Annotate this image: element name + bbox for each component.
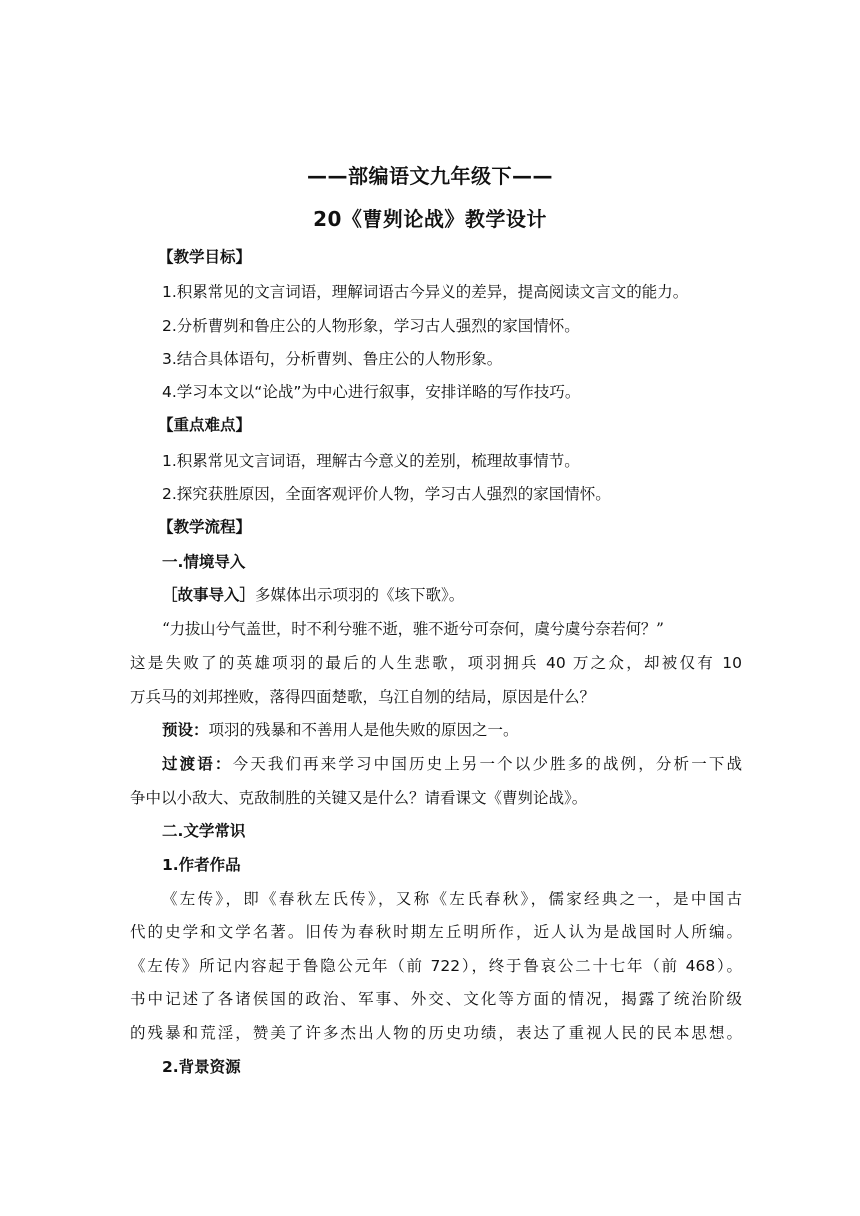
goal-item-3: 3.结合具体语句，分析曹刿、鲁庄公的人物形象。 [162,350,503,368]
preset-paragraph [162,719,742,741]
author-works-line-3: 《左传》所记内容起于鲁隐公元年（前 722），终于鲁哀公二十七年（前 468）。 [130,957,742,975]
story-label: ［故事导入］ [162,586,256,604]
preset-label: 预设： [162,721,209,739]
goal-item-1: 1.积累常见的文言词语，理解词语古今异义的差异，提高阅读文言文的能力。 [162,283,689,301]
story-text: 多媒体出示项羽的《垓下歌》。 [255,586,465,604]
author-works-line-2: 代的史学和文学名著。旧传为春秋时期左丘明所作，近人认为是战国时人所编。 [130,923,742,941]
transition-text-1: 今天我们再来学习中国历史上另一个以少胜多的战例，分析一下战 [232,755,742,773]
goal-item-4: 4.学习本文以“论战”为中心进行叙事，安排详略的写作技巧。 [162,383,581,401]
poem-quote: “力拔山兮气盖世，时不利兮骓不逝，骓不逝兮可奈何，虞兮虞兮奈若何？” [162,620,664,638]
transition-line-2: 争中以小敌大、克敌制胜的关键又是什么？请看课文《曹刿论战》。 [130,789,588,807]
story-intro [162,584,742,606]
author-works-line-4: 书中记述了各诸侯国的政治、军事、外交、文化等方面的情况，揭露了统治阶级 [130,990,742,1008]
author-works-line-1: 《左传》，即《春秋左氏传》，又称《左氏春秋》，儒家经典之一，是中国古 [162,890,742,908]
lesson-title: 20《曹刿论战》教学设计 [313,207,547,231]
background-heading: 2.背景资源 [162,1058,241,1076]
key-points-heading: 【重点难点】 [158,416,252,434]
preset-text: 项羽的残暴和不善用人是他失败的原因之一。 [208,721,519,739]
goals-heading: 【教学目标】 [158,248,252,266]
story-paragraph-line-2: 万兵马的刘邦挫败，落得四面楚歌，乌江自刎的结局，原因是什么？ [130,688,596,706]
series-title: ——部编语文九年级下—— [307,164,553,188]
goal-item-2: 2.分析曹刿和鲁庄公的人物形象，学习古人强烈的家国情怀。 [162,317,580,335]
transition-line-1 [162,753,742,775]
author-works-heading: 1.作者作品 [162,856,241,874]
author-works-line-5: 的残暴和荒淫，赞美了许多杰出人物的历史功绩，表达了重视人民的民本思想。 [130,1024,742,1042]
part1-heading: 一.情境导入 [162,553,246,571]
key-point-item-2: 2.探究获胜原因，全面客观评价人物，学习古人强烈的家国情怀。 [162,485,611,503]
transition-label: 过渡语： [162,755,233,773]
story-paragraph-line-1: 这是失败了的英雄项羽的最后的人生悲歌，项羽拥兵 40 万之众，却被仅有 10 [130,654,742,672]
process-heading: 【教学流程】 [158,518,252,536]
key-point-item-1: 1.积累常见文言词语，理解古今意义的差别，梳理故事情节。 [162,452,580,470]
part2-heading: 二.文学常识 [162,822,246,840]
